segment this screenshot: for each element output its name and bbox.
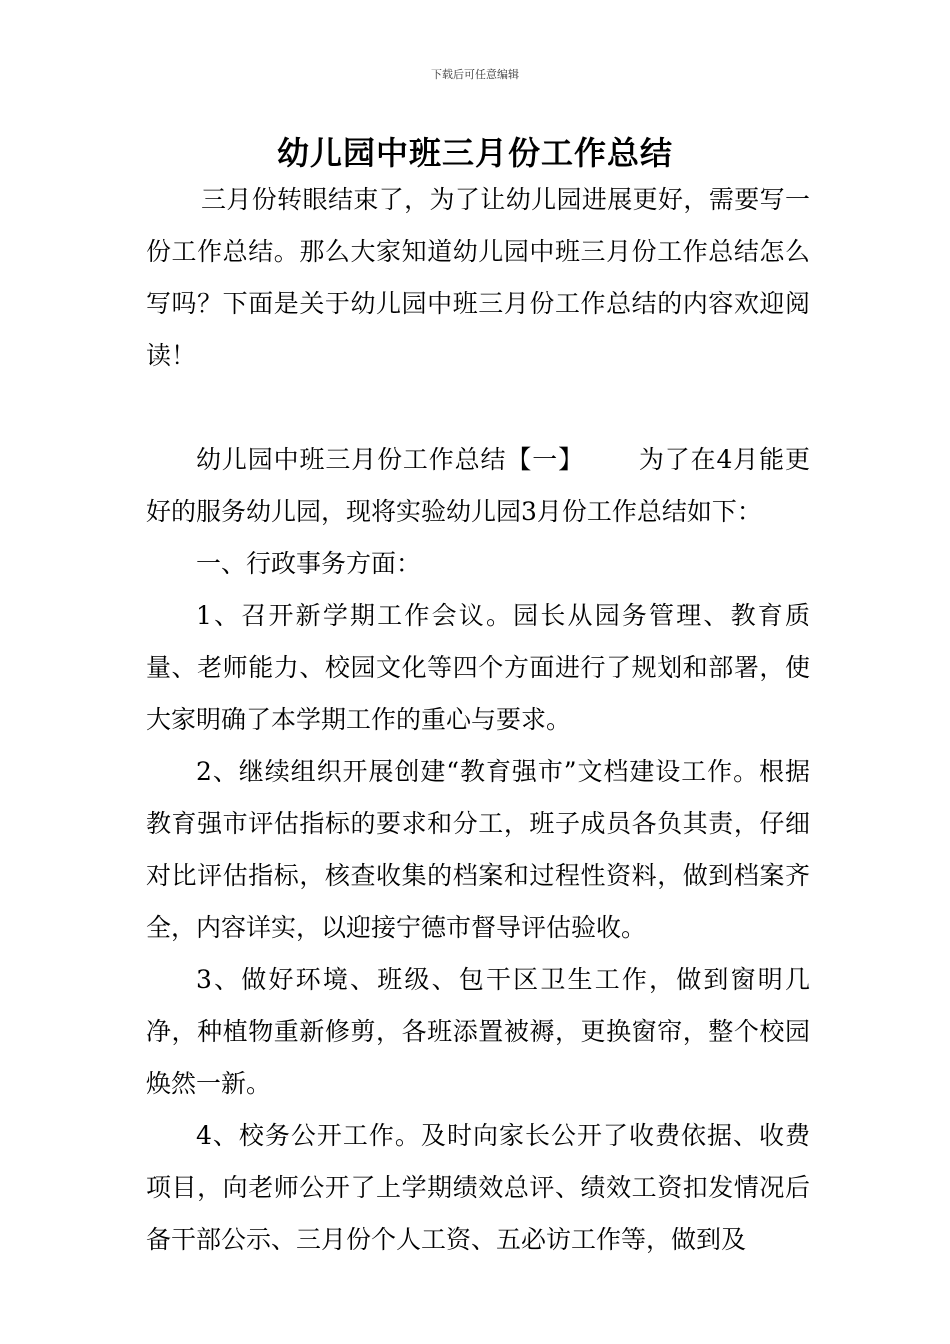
paragraph-item-3: 3、做好环境、班级、包干区卫生工作，做到窗明几净，种植物重新修剪，各班添置被褥，更换窗帘，整个校园焕然一新。	[146, 965, 810, 1098]
paragraph-item-4: 4、校务公开工作。及时向家长公开了收费依据、收费项目，向老师公开了上学期绩效总评、绩效工资扣发情况后备干部公示、三月份个人工资、五必访工作等，做到及	[146, 1121, 810, 1254]
document-title: 幼儿园中班三月份工作总结	[276, 134, 673, 172]
document-body	[146, 174, 810, 1266]
intro-paragraph: 三月份转眼结束了，为了让幼儿园进展更好，需要写一份工作总结。那么大家知道幼儿园中班三月份工作总结怎么写吗？下面是关于幼儿园中班三月份工作总结的内容欢迎阅读！	[146, 185, 810, 370]
paragraph-admin-heading: 一、行政事务方面：	[196, 549, 422, 578]
header-note: 下载后可任意编辑	[431, 68, 519, 81]
section-lead: 为了在4月能更好的服务幼儿园，现将实验幼儿园3月份工作总结如下：	[146, 445, 810, 526]
section-paragraph	[146, 434, 810, 538]
paragraph-item-2: 2、继续组织开展创建“教育强市”文档建设工作。根据教育强市评估指标的要求和分工，班子成员各负其责，仔细对比评估指标，核查收集的档案和过程性资料，做到档案齐全，内容详实，以迎接宁德市督导评估验收。	[146, 757, 810, 942]
paragraph-gap	[146, 382, 810, 434]
section-heading: 幼儿园中班三月份工作总结【一】	[196, 445, 584, 474]
paragraph-item-1: 1、召开新学期工作会议。园长从园务管理、教育质量、老师能力、校园文化等四个方面进行了规划和部署，使大家明确了本学期工作的重心与要求。	[146, 601, 810, 734]
